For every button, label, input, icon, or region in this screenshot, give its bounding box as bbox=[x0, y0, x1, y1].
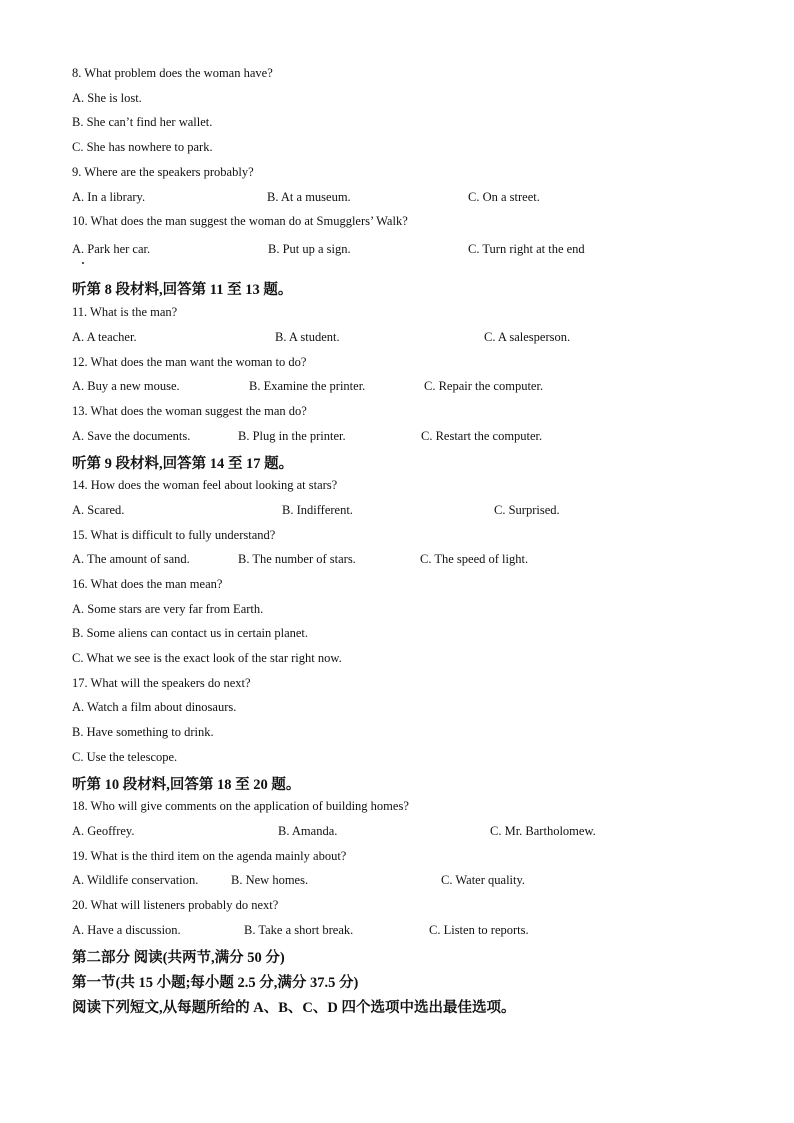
question-17: 17. What will the speakers do next? bbox=[72, 676, 251, 690]
option-20a: A. Have a discussion. bbox=[72, 923, 181, 937]
option-8a: A. She is lost. bbox=[72, 91, 142, 105]
option-10c: C. Turn right at the end bbox=[468, 242, 585, 256]
option-15b: B. The number of stars. bbox=[238, 552, 356, 566]
option-10b: B. Put up a sign. bbox=[268, 242, 351, 256]
option-18b: B. Amanda. bbox=[278, 824, 338, 838]
option-19a: A. Wildlife conservation. bbox=[72, 873, 199, 887]
question-14: 14. How does the woman feel about looking at stars? bbox=[72, 478, 338, 492]
stray-dot bbox=[82, 262, 84, 264]
option-16b: B. Some aliens can contact us in certain planet. bbox=[72, 626, 309, 640]
option-12c: C. Repair the computer. bbox=[424, 379, 544, 393]
option-11b: B. A student. bbox=[275, 330, 340, 344]
option-15c: C. The speed of light. bbox=[420, 552, 529, 566]
option-20c: C. Listen to reports. bbox=[429, 923, 529, 937]
option-18c: C. Mr. Bartholomew. bbox=[490, 824, 596, 838]
question-15: 15. What is difficult to fully understand? bbox=[72, 528, 276, 542]
reading-instructions: 阅读下列短文,从每题所给的 A、B、C、D 四个选项中选出最佳选项。 bbox=[72, 1000, 516, 1016]
option-13b: B. Plug in the printer. bbox=[238, 429, 346, 443]
option-9b: B. At a museum. bbox=[267, 190, 351, 204]
option-19b: B. New homes. bbox=[231, 873, 309, 887]
question-9: 9. Where are the speakers probably? bbox=[72, 165, 254, 179]
section-heading-10: 听第 10 段材料,回答第 18 至 20 题。 bbox=[72, 777, 301, 793]
part-two-heading: 第二部分 阅读(共两节,满分 50 分) bbox=[72, 950, 285, 966]
option-16a: A. Some stars are very far from Earth. bbox=[72, 602, 264, 616]
option-10a: A. Park her car. bbox=[72, 242, 151, 256]
option-16c: C. What we see is the exact look of the star right now. bbox=[72, 651, 342, 665]
option-13c: C. Restart the computer. bbox=[421, 429, 543, 443]
section-heading-8: 听第 8 段材料,回答第 11 至 13 题。 bbox=[72, 282, 293, 298]
option-15a: A. The amount of sand. bbox=[72, 552, 190, 566]
option-12a: A. Buy a new mouse. bbox=[72, 379, 180, 393]
option-20b: B. Take a short break. bbox=[244, 923, 354, 937]
option-11a: A. A teacher. bbox=[72, 330, 137, 344]
option-19c: C. Water quality. bbox=[441, 873, 526, 887]
option-17a: A. Watch a film about dinosaurs. bbox=[72, 700, 237, 714]
question-8: 8. What problem does the woman have? bbox=[72, 66, 273, 80]
option-17b: B. Have something to drink. bbox=[72, 725, 214, 739]
question-18: 18. Who will give comments on the application of building homes? bbox=[72, 799, 409, 813]
section-heading-9: 听第 9 段材料,回答第 14 至 17 题。 bbox=[72, 456, 294, 472]
option-14c: C. Surprised. bbox=[494, 503, 560, 517]
question-19: 19. What is the third item on the agenda mainly about? bbox=[72, 849, 347, 863]
option-18a: A. Geoffrey. bbox=[72, 824, 135, 838]
option-9a: A. In a library. bbox=[72, 190, 146, 204]
option-11c: C. A salesperson. bbox=[484, 330, 571, 344]
question-10: 10. What does the man suggest the woman do at Smugglers’ Walk? bbox=[72, 214, 408, 228]
option-8c: C. She has nowhere to park. bbox=[72, 140, 213, 154]
option-9c: C. On a street. bbox=[468, 190, 540, 204]
question-11: 11. What is the man? bbox=[72, 305, 178, 319]
option-14a: A. Scared. bbox=[72, 503, 125, 517]
question-16: 16. What does the man mean? bbox=[72, 577, 223, 591]
question-12: 12. What does the man want the woman to do? bbox=[72, 355, 307, 369]
section-one-heading: 第一节(共 15 小题;每小题 2.5 分,满分 37.5 分) bbox=[72, 975, 359, 991]
option-12b: B. Examine the printer. bbox=[249, 379, 366, 393]
question-13: 13. What does the woman suggest the man do? bbox=[72, 404, 307, 418]
option-13a: A. Save the documents. bbox=[72, 429, 191, 443]
option-14b: B. Indifferent. bbox=[282, 503, 353, 517]
question-20: 20. What will listeners probably do next? bbox=[72, 898, 279, 912]
option-8b: B. She can’t find her wallet. bbox=[72, 115, 213, 129]
option-17c: C. Use the telescope. bbox=[72, 750, 178, 764]
